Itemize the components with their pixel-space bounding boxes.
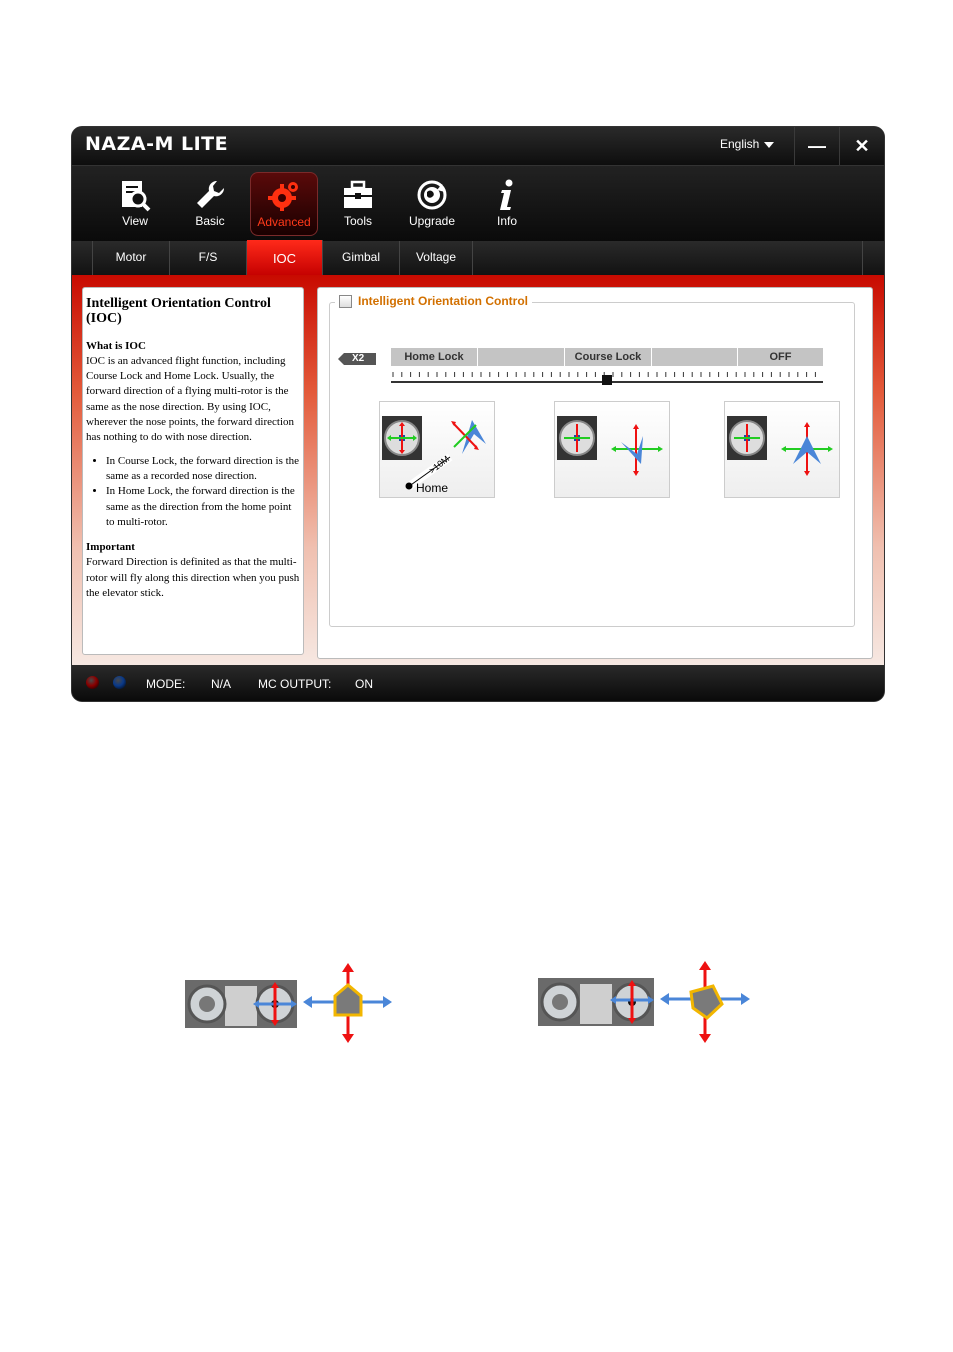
slider-thumb[interactable]: [602, 375, 612, 385]
tab-spacer: [72, 241, 93, 275]
home-label: Home: [416, 481, 449, 495]
toolbox-icon: [341, 178, 375, 212]
home-lock-diagram: [380, 402, 494, 497]
title-bar: [72, 127, 884, 165]
toolbar-tools-label: Tools: [343, 214, 372, 228]
status-bar: [72, 665, 884, 701]
channel-label: X2: [352, 353, 365, 364]
help-section2-body: Forward Direction is definited as that the multi-rotor will fly along this direction when you push the elevator stick.: [86, 556, 300, 600]
tab-gimbal[interactable]: Gimbal: [323, 241, 400, 275]
tab-ioc[interactable]: IOC: [247, 240, 323, 276]
multirotor-marker-icon: [335, 985, 361, 1015]
segment-gap-2: [652, 348, 738, 366]
mode-label: MODE:: [146, 677, 186, 691]
toolbar-advanced-button[interactable]: [250, 172, 318, 236]
naza-assistant-window: [72, 127, 884, 701]
help-section1-heading: What is IOC: [86, 339, 146, 352]
help-title: Intelligent Orientation Control (IOC): [86, 296, 271, 327]
info-icon: [490, 178, 524, 212]
off-picture: [724, 401, 840, 498]
segment-gap-1: [478, 348, 565, 366]
wrench-icon: [193, 178, 227, 212]
ioc-panel: [317, 287, 873, 659]
help-section1-body: IOC is an advanced flight function, including Course Lock and Home Lock. Usually, the forward direction of a flying multi-rotor is the same as the nose direction. By using IOC, wherever the nose points, the forward direction has nothing to do with nose direction.: [86, 354, 295, 444]
home-point-icon: [406, 483, 413, 490]
close-button[interactable]: ✕: [839, 127, 884, 165]
toolbar-view-label: View: [122, 214, 148, 228]
home-lock-picture: [379, 401, 495, 498]
tab-bar-end: [862, 241, 863, 275]
toolbar-basic-button[interactable]: [177, 172, 243, 234]
status-led-red: [86, 676, 99, 689]
toolbar-upgrade-button[interactable]: [399, 172, 465, 234]
toolbar-upgrade-label: Upgrade: [408, 214, 456, 228]
help-panel: [82, 287, 304, 655]
help-bullet: • In Course Lock, the forward direction is the same as a recorded nose direction.: [106, 454, 300, 485]
toolbar-info-label: Info: [496, 214, 517, 228]
segment-home-lock: Home Lock: [391, 348, 478, 366]
segment-off: OFF: [738, 348, 823, 366]
tab-fs[interactable]: F/S: [170, 241, 247, 275]
content-area: [72, 275, 884, 665]
magnifier-document-icon: [118, 178, 152, 212]
stick-diagram-right: [538, 958, 753, 1046]
language-value: English: [720, 137, 760, 151]
help-bullet-list: [86, 454, 300, 530]
toolbar-advanced-label: Advanced: [257, 215, 311, 229]
main-toolbar: [72, 165, 884, 242]
language-dropdown[interactable]: [720, 137, 774, 151]
ioc-enable-checkbox[interactable]: [339, 295, 352, 308]
help-section2-heading: Important: [86, 541, 135, 554]
mc-output-label: MC OUTPUT:: [258, 677, 332, 691]
tab-motor[interactable]: Motor: [93, 241, 170, 275]
toolbar-tools-button[interactable]: [325, 172, 391, 234]
mc-output-value: ON: [355, 677, 373, 691]
toolbar-view-button[interactable]: [102, 172, 168, 234]
segment-course-lock: Course Lock: [565, 348, 652, 366]
mode-value: N/A: [211, 677, 232, 691]
mode-slider[interactable]: [391, 369, 823, 385]
off-diagram: [725, 402, 839, 497]
chevron-down-icon: [764, 142, 774, 148]
tab-voltage[interactable]: Voltage: [400, 241, 473, 275]
globe-refresh-icon: [415, 178, 449, 212]
gears-icon: [267, 179, 301, 213]
minimize-button[interactable]: —: [794, 127, 839, 165]
toolbar-info-button[interactable]: [474, 172, 540, 234]
app-title: NAZA-M LITE: [85, 133, 229, 155]
sub-tab-bar: [72, 241, 884, 275]
toolbar-basic-label: Basic: [195, 214, 225, 228]
multirotor-marker-icon: [691, 986, 722, 1018]
ioc-enable-label: Intelligent Orientation Control: [358, 294, 528, 308]
help-bullet: • In Home Lock, the forward direction is the same as the direction from the home point to multi-rotor.: [106, 484, 300, 530]
course-lock-diagram: [555, 402, 669, 497]
ioc-group: [329, 294, 855, 627]
course-lock-picture: [554, 401, 670, 498]
distance-label: >10M: [427, 453, 452, 476]
stick-diagram-left: [185, 960, 400, 1045]
status-led-blue: [113, 676, 126, 689]
ioc-enable-toggle[interactable]: [335, 294, 532, 308]
